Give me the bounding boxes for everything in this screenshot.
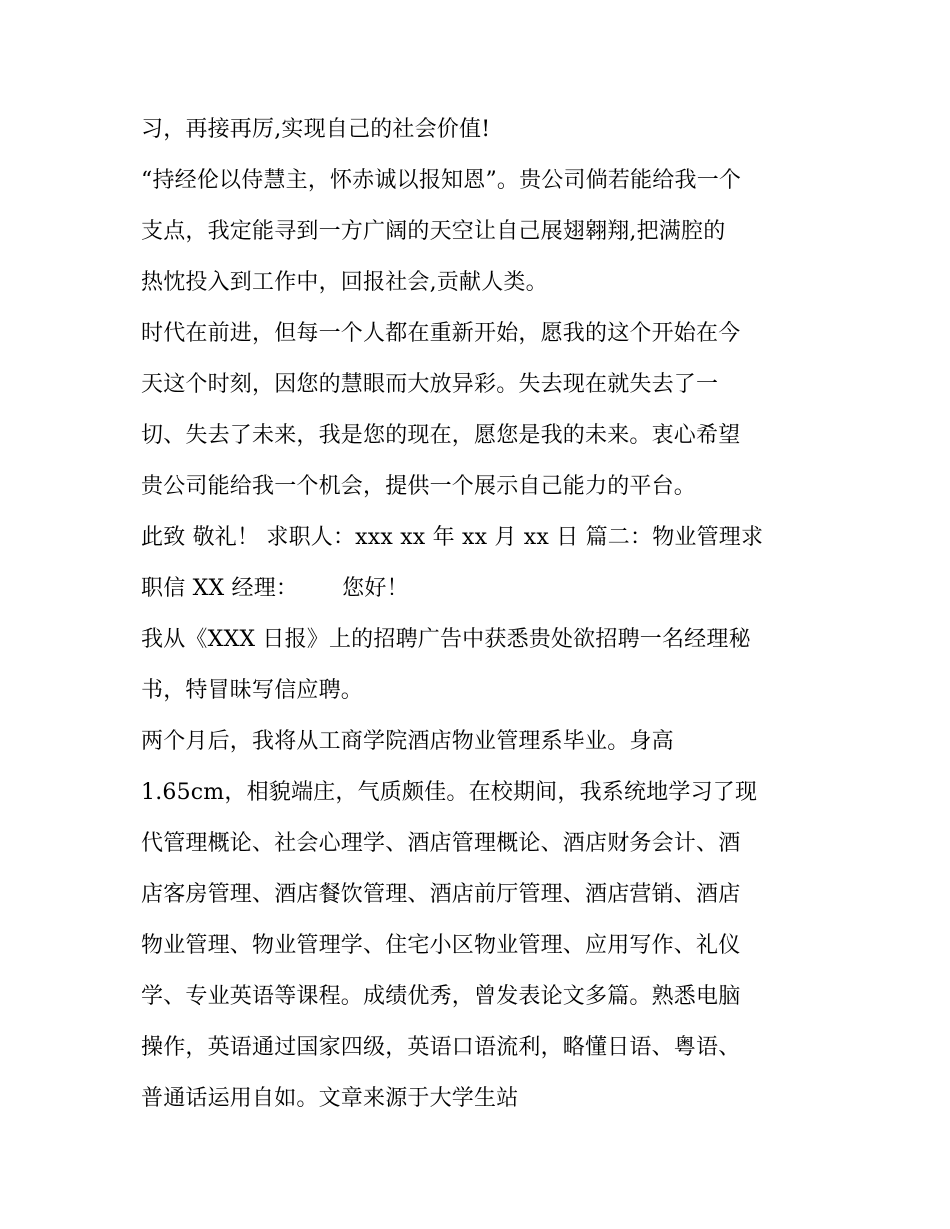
text-line: 学、专业英语等课程。成绩优秀，曾发表论文多篇。熟悉电脑	[141, 984, 741, 1009]
text-line: 书，特冒昧写信应聘。	[141, 678, 364, 703]
text-line-salutation	[141, 563, 821, 614]
letter-body	[141, 104, 821, 1124]
text-line: 热忱投入到工作中，回报社会,贡献人类。	[141, 270, 548, 295]
text-line: 操作，英语通过国家四级，英语口语流利，略懂日语、粤语、	[141, 1035, 741, 1060]
text-line: 贵公司能给我一个机会，提供一个展示自己能力的平台。	[141, 474, 697, 499]
text-line: 切、失去了未来，我是您的现在，愿您是我的未来。衷心希望	[141, 423, 741, 448]
text-line: 天这个时刻，因您的慧眼而大放异彩。失去现在就失去了一	[141, 372, 719, 397]
text-line: 支点，我定能寻到一方广阔的天空让自己展翅翱翔,把满腔的	[141, 219, 726, 244]
text-line: 习，再接再厉,实现自己的社会价值!	[141, 117, 491, 142]
text-line: 普通话运用自如。文章来源于大学生站	[141, 1086, 519, 1111]
greeting-text: 您好！	[342, 576, 409, 601]
text-line: 两个月后，我将从工商学院酒店物业管理系毕业。身高	[141, 729, 674, 754]
text-line: 时代在前进，但每一个人都在重新开始，愿我的这个开始在今	[141, 321, 741, 346]
text-line: 1.65cm，相貌端庄，气质颇佳。在校期间，我系统地学习了现	[141, 780, 758, 805]
text-line: 店客房管理、酒店餐饮管理、酒店前厅管理、酒店营销、酒店	[141, 882, 741, 907]
text-line: 代管理概论、社会心理学、酒店管理概论、酒店财务会计、酒	[141, 831, 741, 856]
text-line: “持经伦以侍慧主，怀赤诚以报知恩”。贵公司倘若能给我一个	[141, 168, 742, 193]
text-line: 物业管理、物业管理学、住宅小区物业管理、应用写作、礼仪	[141, 933, 741, 958]
text-line: 我从《XXX 日报》上的招聘广告中获悉贵处欲招聘一名经理秘	[141, 627, 751, 652]
text-line: 此致 敬礼！ 求职人：xxx xx 年 xx 月 xx 日 篇二：物业管理求	[141, 525, 764, 550]
recipient-text: 职信 XX 经理：	[141, 576, 299, 601]
